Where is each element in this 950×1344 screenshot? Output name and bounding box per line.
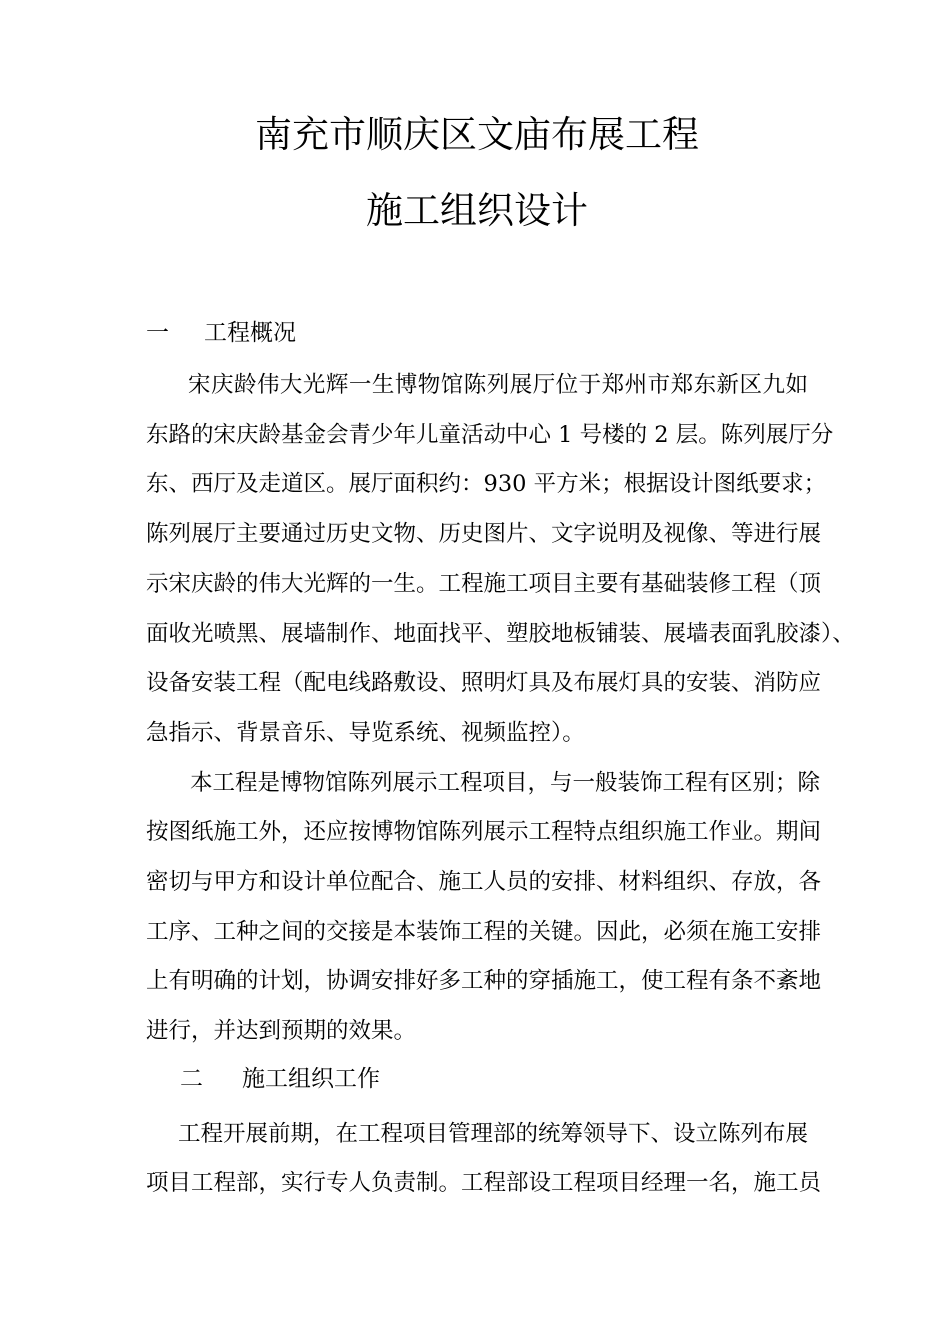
paragraph-line: 面收光喷黑、展墙制作、地面找平、塑胶地板铺装、展墙表面乳胶漆）、 — [146, 621, 855, 647]
paragraph-line: 宋庆龄伟大光辉一生博物馆陈列展厅位于郑州市郑东新区九如 — [188, 372, 808, 398]
paragraph-line: 密切与甲方和设计单位配合、施工人员的安排、材料组织、存放，各 — [146, 869, 822, 895]
section-number: 一 — [146, 320, 169, 346]
section-title: 施工组织工作 — [242, 1066, 380, 1092]
paragraph-line: 东、西厅及走道区。展厅面积约：930 平方米；根据设计图纸要求； — [146, 471, 827, 497]
paragraph-line: 上有明确的计划，协调安排好多工种的穿插施工，使工程有条不紊地 — [146, 968, 822, 994]
paragraph-line: 设备安装工程（配电线路敷设、照明灯具及布展灯具的安装、消防应 — [146, 670, 822, 696]
section-title: 工程概况 — [204, 320, 296, 346]
paragraph-line: 东路的宋庆龄基金会青少年儿童活动中心 1 号楼的 2 层。陈列展厅分 — [146, 422, 834, 448]
paragraph-line: 项目工程部，实行专人负责制。工程部设工程项目经理一名，施工员 — [146, 1170, 822, 1196]
section-heading-1 — [146, 318, 446, 348]
paragraph-line: 示宋庆龄的伟大光辉的一生。工程施工项目主要有基础装修工程（顶 — [146, 571, 822, 597]
section-number: 二 — [180, 1066, 203, 1092]
paragraph-line: 急指示、背景音乐、导览系统、视频监控）。 — [146, 720, 585, 746]
paragraph-line: 本工程是博物馆陈列展示工程项目，与一般装饰工程有区别；除 — [190, 770, 821, 796]
document-title-line-1: 南充市顺庆区文庙布展工程 — [255, 113, 699, 156]
section-heading-2 — [180, 1064, 480, 1094]
paragraph-line: 进行，并达到预期的效果。 — [146, 1018, 417, 1044]
document-title-line-2: 施工组织设计 — [366, 189, 588, 232]
paragraph-line: 工序、工种之间的交接是本装饰工程的关键。因此，必须在施工安排 — [146, 919, 822, 945]
paragraph-line: 按图纸施工外，还应按博物馆陈列展示工程特点组织施工作业。期间 — [146, 819, 822, 845]
paragraph-line: 陈列展厅主要通过历史文物、历史图片、文字说明及视像、等进行展 — [146, 521, 822, 547]
paragraph-line: 工程开展前期，在工程项目管理部的统筹领导下、设立陈列布展 — [178, 1121, 809, 1147]
